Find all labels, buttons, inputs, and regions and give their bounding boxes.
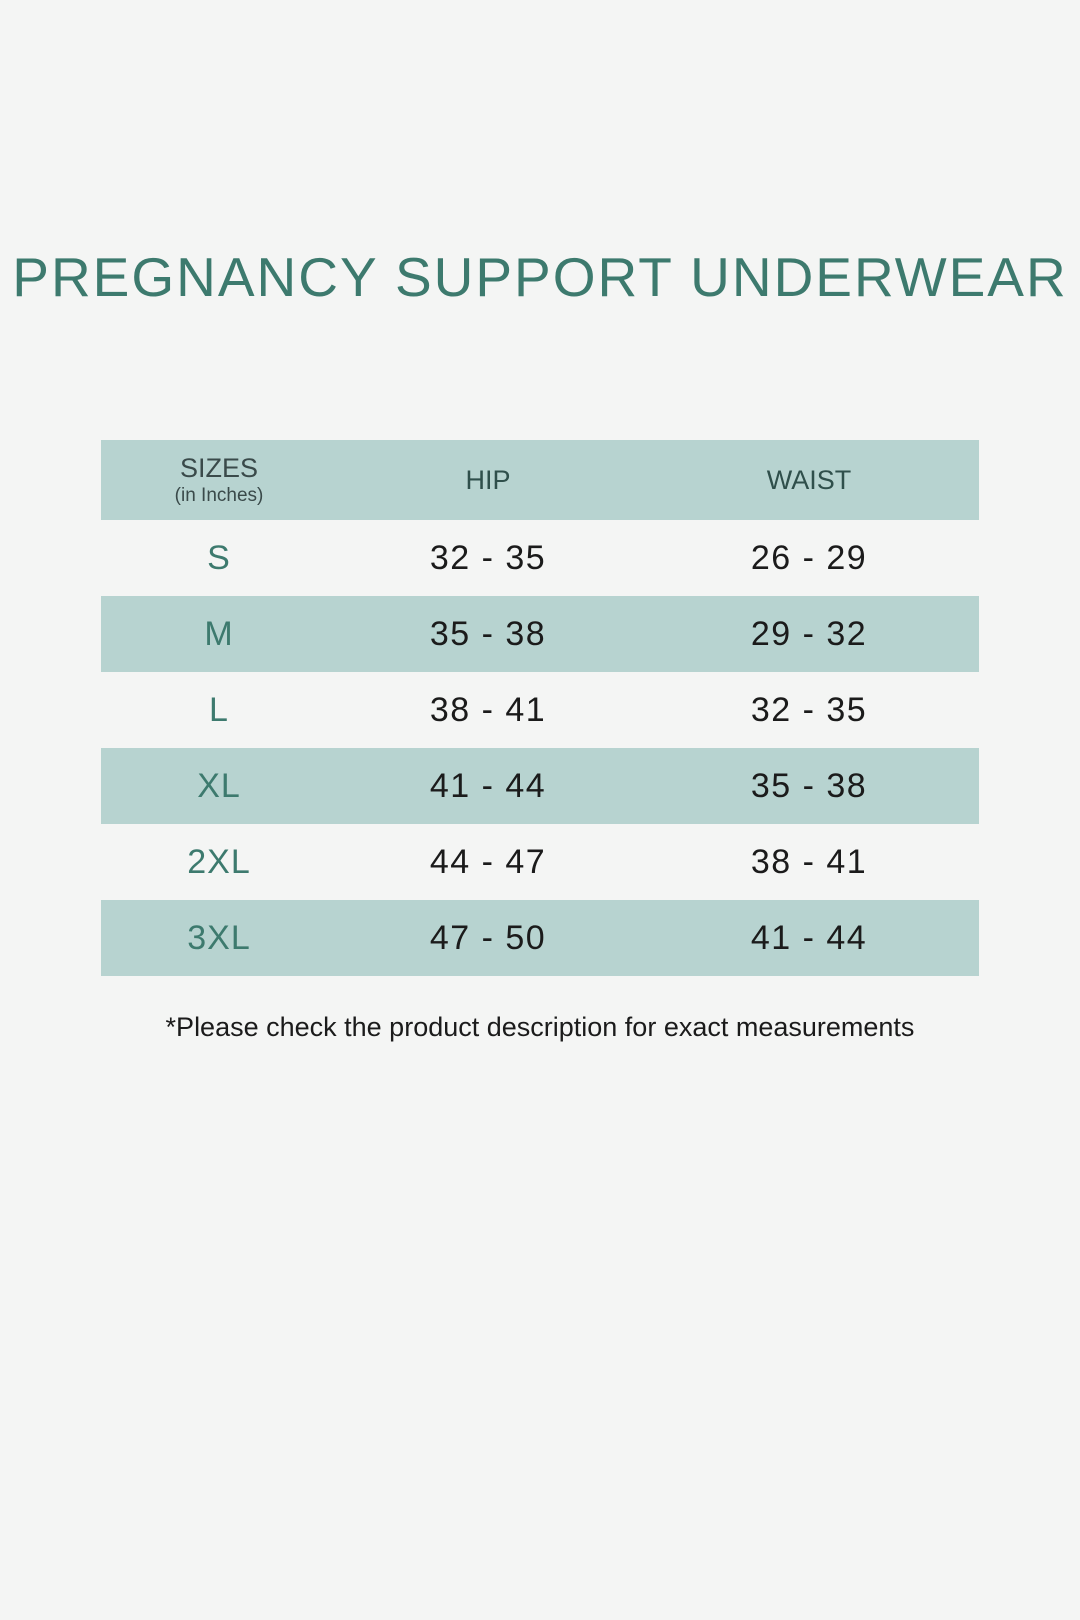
row-waist: 38 - 41 [750, 842, 868, 881]
table-row [101, 520, 979, 596]
table-header-row [101, 440, 979, 520]
table-row [101, 824, 979, 900]
column-header-hip: HIP [465, 464, 511, 495]
column-header-waist: WAIST [766, 464, 852, 495]
table-row [101, 672, 979, 748]
column-header-sizes-label: SIZES [179, 453, 259, 483]
row-size: L [209, 690, 229, 729]
size-chart-table [101, 440, 979, 976]
row-hip: 35 - 38 [429, 614, 547, 653]
row-size: 2XL [187, 842, 251, 881]
row-hip: 32 - 35 [429, 538, 547, 577]
row-size: M [204, 614, 234, 653]
row-hip: 38 - 41 [429, 690, 547, 729]
table-row [101, 596, 979, 672]
row-waist: 32 - 35 [750, 690, 868, 729]
column-header-sizes [101, 440, 337, 520]
row-waist: 41 - 44 [750, 918, 868, 957]
row-hip: 41 - 44 [429, 766, 547, 805]
footnote: *Please check the product description for exact measurements [165, 1012, 915, 1042]
row-hip: 44 - 47 [429, 842, 547, 881]
row-waist: 29 - 32 [750, 614, 868, 653]
row-waist: 35 - 38 [750, 766, 868, 805]
row-size: 3XL [187, 918, 251, 957]
table-row [101, 900, 979, 976]
row-waist: 26 - 29 [750, 538, 868, 577]
column-header-sizes-unit: (in Inches) [174, 485, 264, 506]
row-size: S [207, 538, 231, 577]
row-size: XL [197, 766, 241, 805]
table-row [101, 748, 979, 824]
row-hip: 47 - 50 [429, 918, 547, 957]
page-title: PREGNANCY SUPPORT UNDERWEAR [12, 246, 1068, 308]
